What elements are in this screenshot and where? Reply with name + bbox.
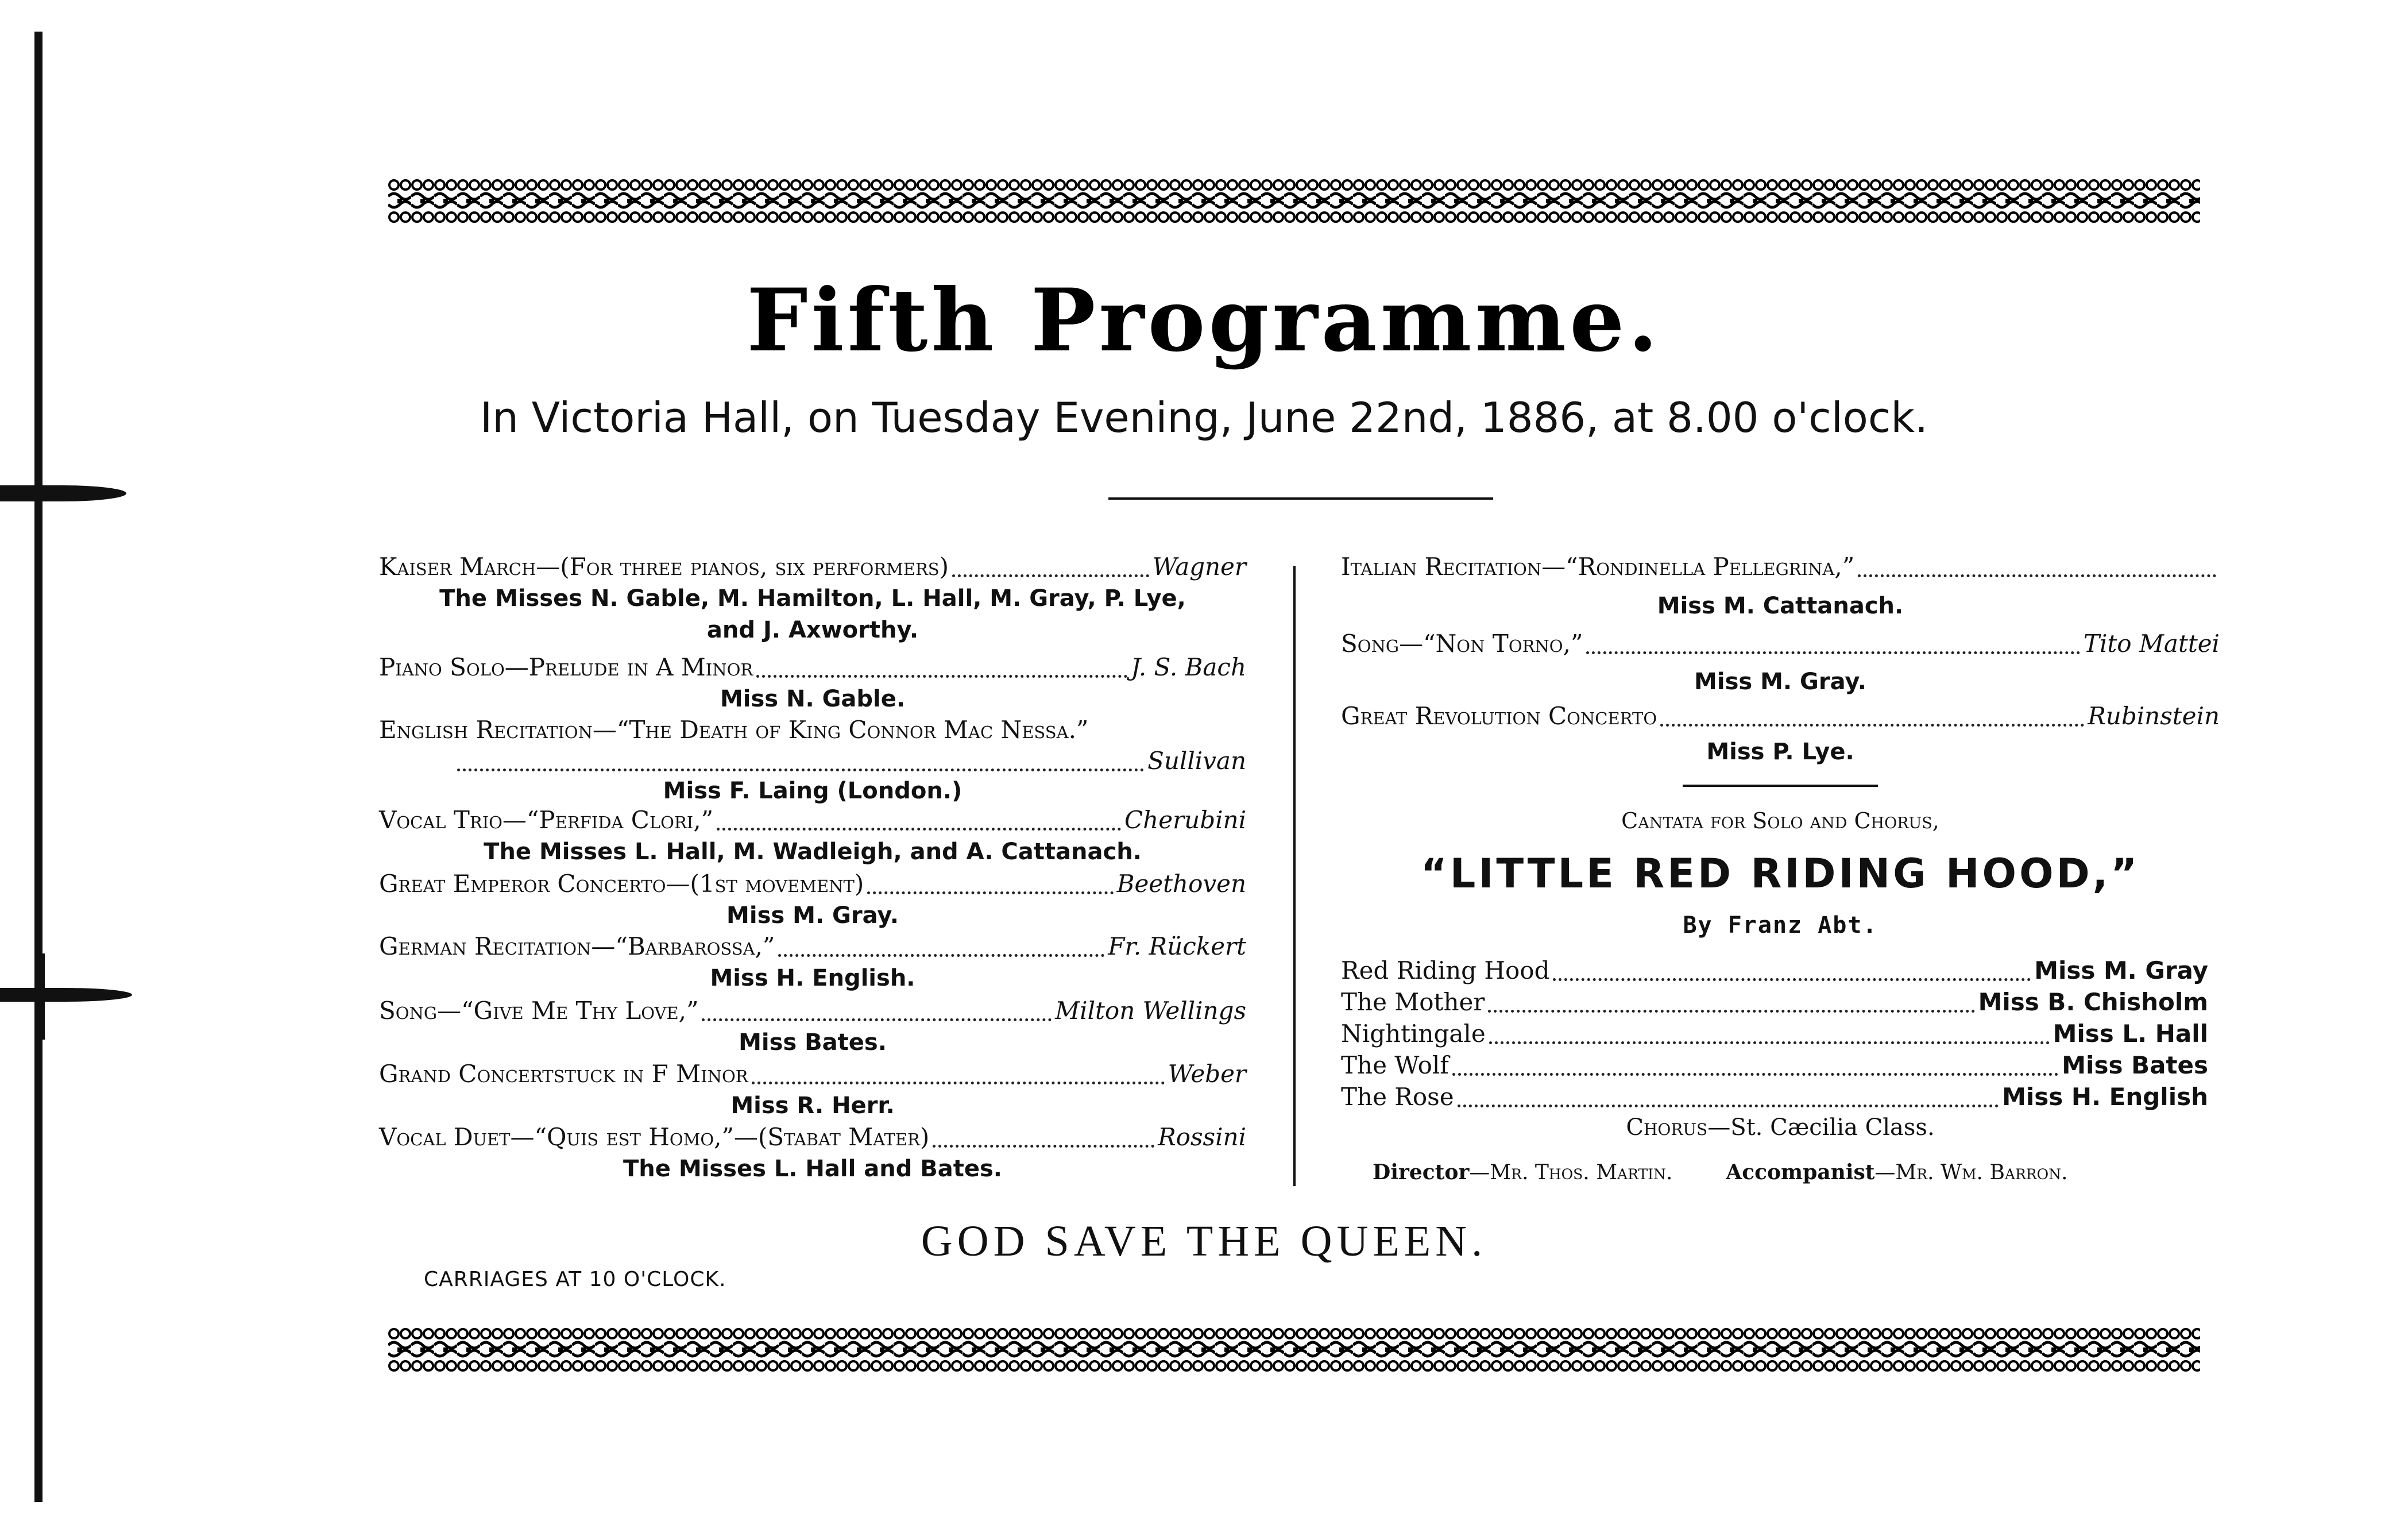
piece-label: Song—“Give Me Thy Love,” xyxy=(379,997,699,1025)
dot-leader xyxy=(752,1074,1165,1084)
bottom-ornamental-border xyxy=(388,1328,2200,1375)
role-label: Red Riding Hood xyxy=(1341,956,1550,984)
cast-entry xyxy=(1341,956,2208,985)
performers: Miss F. Laing (London.) xyxy=(663,778,963,804)
accompanist-name: Mr. Wm. Barron. xyxy=(1895,1161,2068,1184)
dot-leader xyxy=(1553,970,2031,981)
performers: Miss N. Gable. xyxy=(720,686,906,712)
title-divider xyxy=(1108,497,1493,500)
performers: Miss M. Gray. xyxy=(1694,669,1866,695)
program-entry xyxy=(379,997,1246,1025)
column-divider xyxy=(1293,566,1296,1186)
performers: Miss M. Cattanach. xyxy=(1657,593,1904,619)
cantata-divider xyxy=(1683,785,1878,787)
program-entry xyxy=(379,1123,1246,1152)
anthem-line: GOD SAVE THE QUEEN. xyxy=(921,1217,1487,1265)
composer: Rubinstein xyxy=(2088,702,2220,730)
composer: Weber xyxy=(1168,1060,1246,1088)
program-entry xyxy=(379,1060,1246,1088)
piece-label: German Recitation—“Barbarossa,” xyxy=(379,932,775,960)
binding-tab xyxy=(0,988,132,1002)
cantata-heading: Cantata for Solo and Chorus, xyxy=(1621,808,1939,833)
binding-edge xyxy=(34,32,42,1502)
dot-leader xyxy=(756,667,1127,678)
cast-entry xyxy=(1341,1020,2208,1048)
dot-leader xyxy=(1586,643,2080,654)
performers: Miss R. Herr. xyxy=(730,1092,895,1119)
performers: The Misses L. Hall, M. Wadleigh, and A. Cattanach. xyxy=(484,839,1142,865)
composer: Sullivan xyxy=(1147,747,1246,775)
piece-label: Great Revolution Concerto xyxy=(1341,702,1657,730)
piece-label: Vocal Duet—“Quis est Homo,”—(Stabat Mater) xyxy=(379,1123,930,1151)
composer: Beethoven xyxy=(1116,870,1246,898)
role-label: Nightingale xyxy=(1341,1020,1486,1048)
top-ornamental-border xyxy=(388,179,2200,226)
dot-leader xyxy=(1858,566,2216,577)
singer: Miss M. Gray xyxy=(2034,956,2208,984)
singer: Miss H. English xyxy=(2002,1083,2208,1111)
piece-label: Grand Concertstuck in F Minor xyxy=(379,1060,748,1088)
performers: Miss Bates. xyxy=(739,1029,887,1056)
singer: Miss Bates xyxy=(2062,1051,2208,1079)
dot-leader xyxy=(702,1010,1052,1021)
chorus-line: Chorus—St. Cæcilia Class. xyxy=(1626,1114,1935,1141)
dot-leader xyxy=(1489,1033,2050,1044)
program-entry xyxy=(1341,702,2220,731)
performers: Miss P. Lye. xyxy=(1706,739,1854,765)
cantata-title: “LITTLE RED RIDING HOOD,” xyxy=(1420,850,2140,897)
event-subtitle: In Victoria Hall, on Tuesday Evening, June 22nd, 1886, at 8.00 o'clock. xyxy=(480,393,1928,442)
piece-label: Song—“Non Torno,” xyxy=(1341,630,1583,658)
carriages-note: CARRIAGES AT 10 O'CLOCK. xyxy=(424,1268,726,1291)
program-entry xyxy=(379,716,1246,744)
dot-leader xyxy=(1452,1065,2058,1076)
program-entry xyxy=(379,932,1246,961)
performers: Miss H. English. xyxy=(710,965,915,991)
performers: The Misses L. Hall and Bates. xyxy=(623,1156,1002,1182)
program-entry xyxy=(1341,553,2220,581)
cast-entry xyxy=(1341,988,2208,1017)
dot-leader xyxy=(778,946,1104,957)
dot-leader xyxy=(952,566,1149,577)
accompanist-label: Accompanist xyxy=(1726,1160,1875,1184)
composer: Milton Wellings xyxy=(1055,997,1246,1025)
binding-tab xyxy=(0,485,126,501)
program-entry-continued xyxy=(454,747,1246,775)
composer: J. S. Bach xyxy=(1131,653,1246,681)
director-name: Mr. Thos. Martin. xyxy=(1490,1161,1673,1184)
chorus-value: St. Cæcilia Class. xyxy=(1730,1114,1935,1141)
composer: Fr. Rückert xyxy=(1108,932,1246,960)
piece-label: Kaiser March—(For three pianos, six performers) xyxy=(379,553,949,581)
piece-label: English Recitation—“The Death of King Connor Mac Nessa.” xyxy=(379,716,1089,744)
piece-label: Italian Recitation—“Rondinella Pellegrina,” xyxy=(1341,553,1855,581)
dot-leader xyxy=(1458,1096,1999,1107)
dot-leader xyxy=(457,760,1144,771)
composer: Cherubini xyxy=(1124,806,1246,834)
composer: Rossini xyxy=(1158,1123,1246,1151)
dot-leader xyxy=(717,820,1121,831)
program-entry xyxy=(379,553,1246,581)
director-label: Director xyxy=(1373,1160,1470,1184)
role-label: The Mother xyxy=(1341,988,1485,1016)
page-title: Fifth Programme. xyxy=(747,270,1661,371)
cast-entry xyxy=(1341,1083,2208,1111)
piece-label: Vocal Trio—“Perfida Clori,” xyxy=(379,806,714,834)
program-entry xyxy=(379,653,1246,682)
piece-label: Piano Solo—Prelude in A Minor xyxy=(379,653,753,681)
performers: and J. Axworthy. xyxy=(706,617,919,643)
singer: Miss L. Hall xyxy=(2053,1020,2208,1048)
singer: Miss B. Chisholm xyxy=(1978,988,2208,1016)
credits-line: Director—Mr. Thos. Martin. Accompanist—Mr. Wm. Barron. xyxy=(1373,1160,2068,1184)
performers: The Misses N. Gable, M. Hamilton, L. Hall, M. Gray, P. Lye, xyxy=(439,585,1186,612)
cantata-byline: By Franz Abt. xyxy=(1683,912,1878,939)
cast-entry xyxy=(1341,1051,2208,1080)
program-entry xyxy=(379,870,1246,898)
program-entry xyxy=(1341,630,2220,658)
role-label: The Rose xyxy=(1341,1083,1454,1111)
piece-label: Great Emperor Concerto—(1st movement) xyxy=(379,870,864,898)
composer: Tito Mattei xyxy=(2083,630,2220,658)
binding-tab xyxy=(36,953,45,1040)
dot-leader xyxy=(867,883,1113,894)
chorus-label: Chorus xyxy=(1626,1114,1708,1141)
program-entry xyxy=(379,806,1246,835)
dot-leader xyxy=(933,1137,1154,1148)
dot-leader xyxy=(1660,716,2084,727)
composer: Wagner xyxy=(1152,553,1246,581)
performers: Miss M. Gray. xyxy=(726,902,899,929)
role-label: The Wolf xyxy=(1341,1051,1449,1079)
dot-leader xyxy=(1488,1002,1974,1013)
